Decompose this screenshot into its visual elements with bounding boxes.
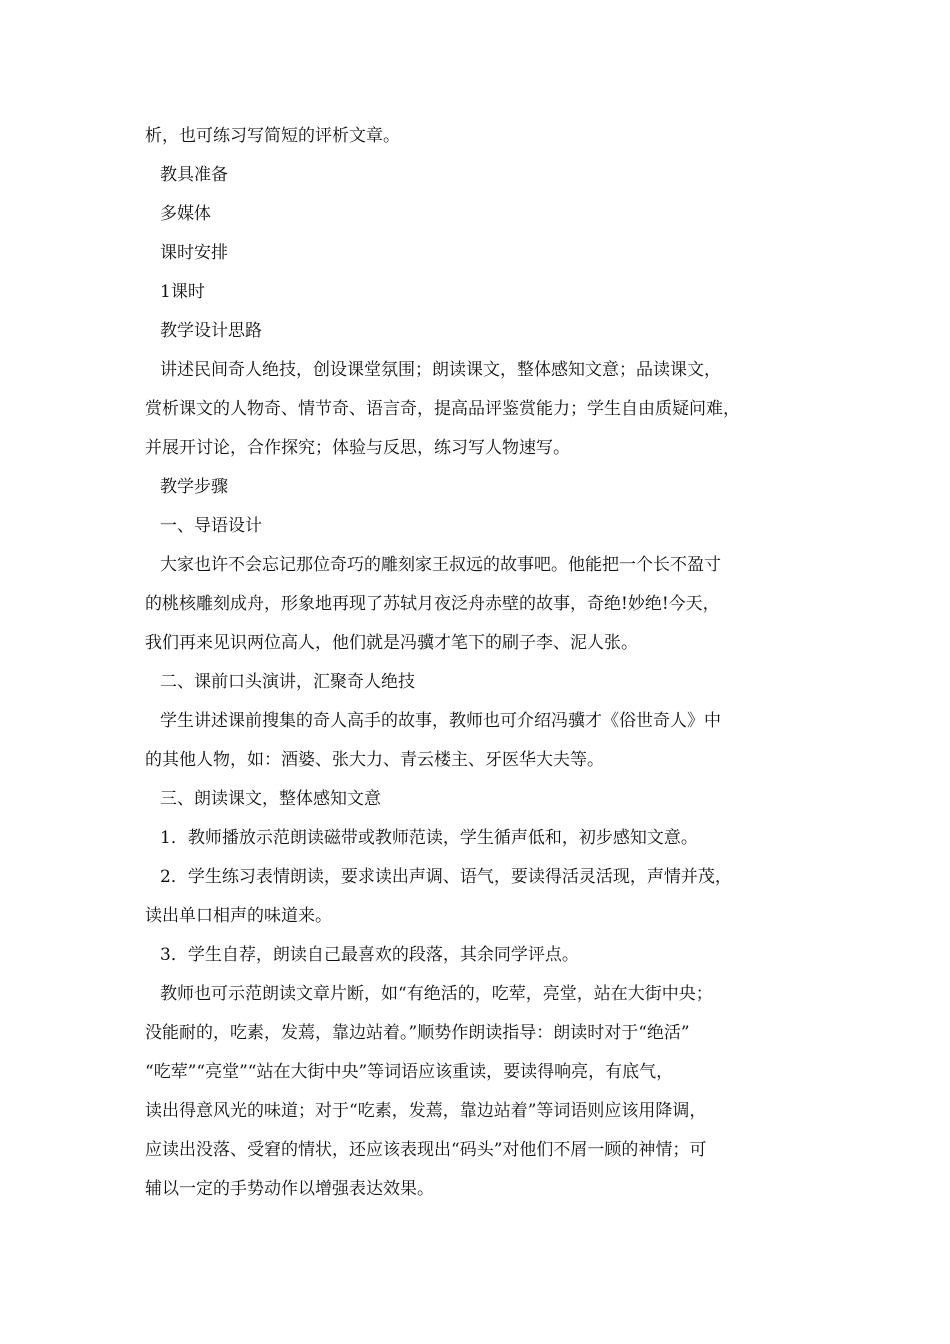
text-line: 大家也许不会忘记那位奇巧的雕刻家王叔远的故事吧。他能把一个长不盈寸: [160, 555, 721, 575]
text-line: 并展开讨论，合作探究；体验与反思，练习写人物速写。: [145, 438, 570, 458]
text-line: 3．学生自荐，朗读自己最喜欢的段落，其余同学评点。: [160, 945, 579, 965]
text-line: 学生讲述课前搜集的奇人高手的故事，教师也可介绍冯骥才《俗世奇人》中: [160, 711, 721, 731]
section-heading: 三、朗读课文，整体感知文意: [160, 789, 381, 809]
text-line: 没能耐的，吃素，发蔫，靠边站着。”顺势作朗读指导：朗读时对于“绝活”: [145, 1023, 690, 1043]
text-line: 1．教师播放示范朗读磁带或教师范读，学生循声低和，初步感知文意。: [160, 828, 698, 848]
section-heading: 课时安排: [160, 243, 228, 263]
text-line: 辅以一定的手势动作以增强表达效果。: [145, 1179, 434, 1199]
section-heading: 教学步骤: [160, 477, 228, 497]
text-line: 讲述民间奇人绝技，创设课堂氛围；朗读课文，整体感知文意；品读课文，: [160, 360, 721, 380]
text-line: 赏析课文的人物奇、情节奇、语言奇，提高品评鉴赏能力；学生自由质疑问难，: [145, 399, 740, 419]
text-line: 1课时: [160, 282, 205, 302]
text-line: 的桃核雕刻成舟，形象地再现了苏轼月夜泛舟赤壁的故事，奇绝!妙绝!今天，: [145, 594, 720, 614]
text-line: 我们再来见识两位高人，他们就是冯骥才笔下的刷子李、泥人张。: [145, 633, 638, 653]
text-line: “吃荤”“亮堂”“站在大街中央”等词语应该重读，要读得响亮，有底气，: [145, 1062, 674, 1082]
text-line: 教师也可示范朗读文章片断，如“有绝活的，吃荤，亮堂，站在大街中央；: [160, 984, 713, 1004]
text-line: 应读出没落、受窘的情状，还应该表现出“码头”对他们不屑一顾的神情；可: [145, 1140, 707, 1160]
text-line: 2．学生练习表情朗读，要求读出声调、语气，要读得活灵活现，声情并茂，: [160, 867, 732, 887]
text-line: 析，也可练习写简短的评析文章。: [145, 126, 400, 146]
section-heading: 教学设计思路: [160, 321, 262, 341]
section-heading: 一、导语设计: [160, 516, 262, 536]
section-heading: 教具准备: [160, 165, 228, 185]
section-heading: 二、课前口头演讲，汇聚奇人绝技: [160, 672, 415, 692]
text-line: 读出单口相声的味道来。: [145, 906, 332, 926]
text-line: 的其他人物，如：酒婆、张大力、青云楼主、牙医华大夫等。: [145, 750, 604, 770]
text-line: 多媒体: [160, 204, 211, 224]
text-line: 读出得意风光的味道；对于“吃素，发蔫，靠边站着”等词语则应该用降调，: [145, 1101, 707, 1121]
